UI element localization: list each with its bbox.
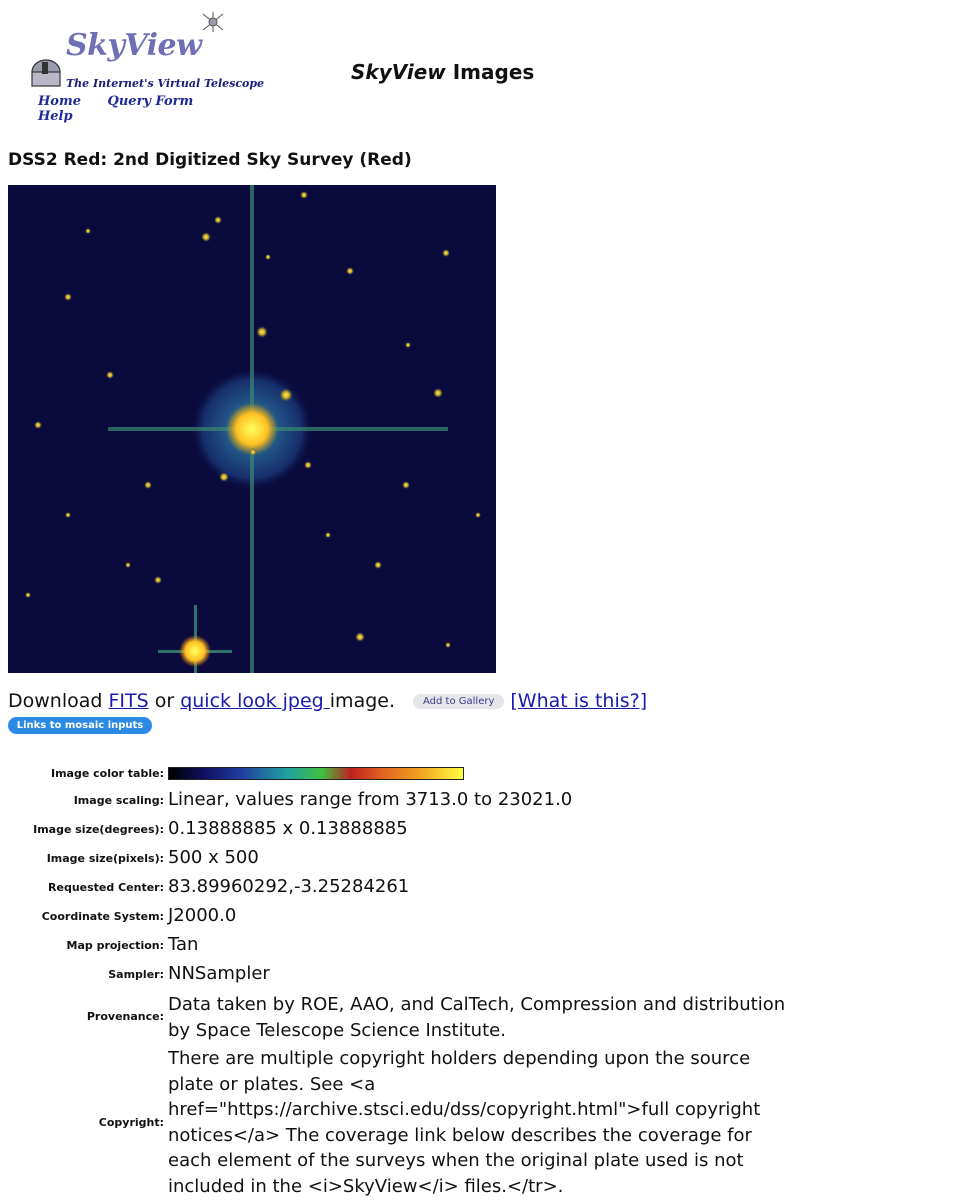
info-label: Coordinate System: xyxy=(41,910,164,923)
survey-title: DSS2 Red: 2nd Digitized Sky Survey (Red) xyxy=(8,150,412,170)
info-label: Image size(pixels): xyxy=(46,852,164,865)
download-or: or xyxy=(148,690,181,712)
info-value: 83.89960292,-3.25284261 xyxy=(168,876,410,897)
info-value: Linear, values range from 3713.0 to 23021.0 xyxy=(168,789,573,810)
jpeg-link[interactable]: quick look jpeg xyxy=(180,690,330,712)
download-prefix: Download xyxy=(8,690,109,712)
skyview-logo[interactable] xyxy=(28,10,265,124)
info-value: J2000.0 xyxy=(168,905,237,926)
copyright-label: Copyright: xyxy=(98,1116,164,1129)
fits-link[interactable]: FITS xyxy=(108,690,149,712)
mosaic-inputs-button[interactable]: Links to mosaic inputs xyxy=(8,717,152,734)
copyright-value: There are multiple copyright holders depending upon the source plate or plates. See <a href="https://archive.stsci.edu/dss/copyright.html">full copyright notices</a> The coverage link below describes the coverage for each element of the surveys when the original plate used is not included in the <i>SkyView</i> files.</tr>. xyxy=(168,1048,761,1197)
nav-help-link[interactable]: Help xyxy=(38,109,73,124)
provenance-label: Provenance: xyxy=(86,1010,164,1023)
info-label: Map projection: xyxy=(66,939,164,952)
info-label: Sampler: xyxy=(108,968,164,981)
info-value: 0.13888885 x 0.13888885 xyxy=(168,818,408,839)
info-value: NNSampler xyxy=(168,963,270,984)
logo-wordmark: SkyView xyxy=(66,28,202,63)
what-is-this-link[interactable]: [What is this?] xyxy=(510,690,648,712)
download-suffix: image. xyxy=(329,690,396,712)
logo-tagline: The Internet's Virtual Telescope xyxy=(66,77,265,90)
info-label: Image size(degrees): xyxy=(33,823,164,836)
sky-image xyxy=(8,185,496,673)
add-to-gallery-button[interactable]: Add to Gallery xyxy=(413,694,504,709)
info-value: 500 x 500 xyxy=(168,847,259,868)
provenance-value: Data taken by ROE, AAO, and CalTech, Compression and distribution by Space Telescope Science Institute. xyxy=(168,994,786,1041)
color-table-bar xyxy=(168,767,464,780)
color-table-label: Image color table: xyxy=(51,767,164,780)
logo-nav xyxy=(38,94,238,124)
download-line xyxy=(8,690,647,712)
page-title: SkyView Images xyxy=(351,60,535,84)
info-label: Requested Center: xyxy=(48,881,164,894)
nav-home-link[interactable]: Home xyxy=(38,94,81,109)
nav-query-form-link[interactable]: Query Form xyxy=(107,94,194,109)
info-label: Image scaling: xyxy=(73,794,164,807)
info-value: Tan xyxy=(168,934,199,955)
